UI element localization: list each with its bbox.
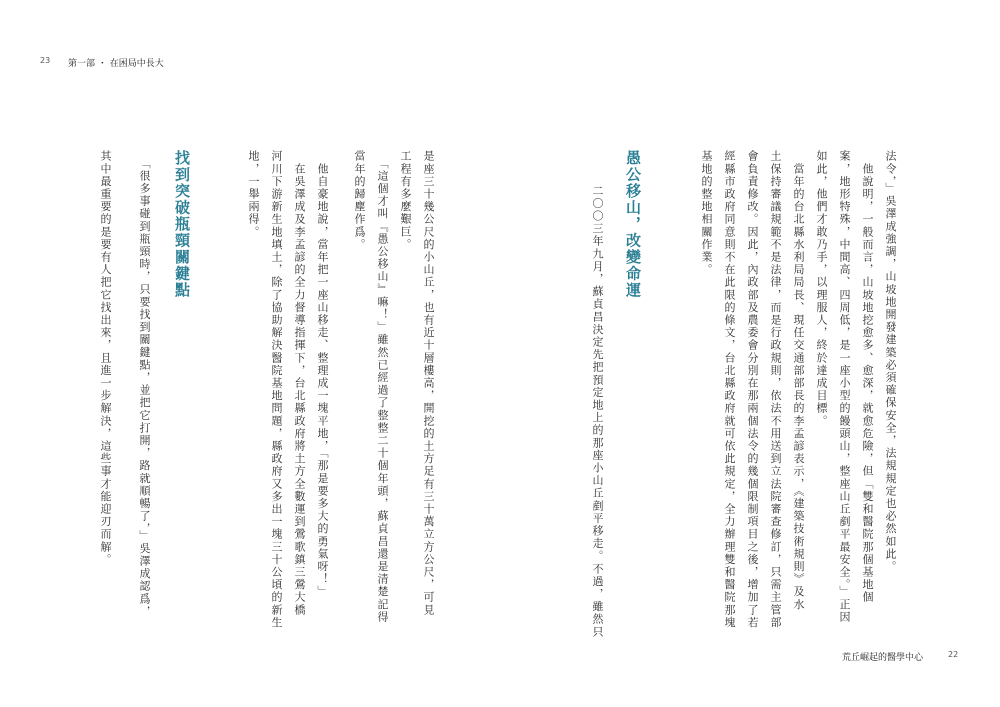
book-title-footer: 荒丘崛起的醫學中心 bbox=[842, 653, 924, 663]
text-column: 二〇〇三年九月，蘇貞昌決定先把預定地上的那座小山丘剷平移走。不過，雖然只 bbox=[591, 172, 604, 639]
text-column: 當年的歸塵作爲。 bbox=[353, 150, 366, 251]
text-column: 在吳澤成及李孟諺的全力督導指揮下，台北縣政府將土方全數運到鶯歌鎮三鶯大橋 bbox=[293, 150, 306, 617]
text-column: 「很多事碰到瓶頸時，只要找到關鍵點，並把它打開，路就順暢了，」吳澤成認爲， bbox=[138, 150, 151, 618]
text-column: 如此，他們才敢乃手，以理服人，終於達成目標。 bbox=[815, 150, 828, 428]
text-column: 土保持審議規範不是法律，而是行政規則，依法不用送到立法院審查修訂，只需主管部 bbox=[769, 150, 782, 629]
page-number-right: 22 bbox=[948, 650, 959, 659]
section-heading: 愚公移山，改變命運 bbox=[624, 150, 642, 299]
text-column: 地，一舉兩得。 bbox=[247, 150, 260, 239]
text-column: 經縣市政府同意則不在此限的條文，台北縣政府就可依此規定，全力辦理雙和醫院那塊 bbox=[723, 150, 736, 629]
text-column: 是座三十幾公尺的小山丘，也有近十層樓高，開挖的土方足有三十萬立方公尺，可見 bbox=[422, 150, 435, 617]
text-column: 會負責修改。因此，內政部及農委會分別在那兩個法令的幾個限制項目之後，增加了若 bbox=[746, 150, 759, 629]
text-column: 他說明，一般而言，山坡地挖愈多、愈深，就愈危險，但「雙和醫院那個基地個 bbox=[861, 150, 874, 604]
text-column: 工程有多麼艱巨。 bbox=[399, 150, 412, 251]
text-column: 基地的整地相關作業。 bbox=[700, 150, 713, 276]
section-heading: 找到突破瓶頸關鍵點 bbox=[173, 150, 191, 299]
text-column: 他自豪地說，當年把一座山移走、整理成一塊平地，「那是要多大的勇氣呀！」 bbox=[316, 150, 329, 599]
text-column: 當年的台北縣水利局局長、現任交通部部長的李孟諺表示，《建築技術規則》及水 bbox=[792, 150, 805, 611]
text-column: 法令，」吳澤成強調，山坡地開發建築必須確保安全，法規規定也必然如此。 bbox=[884, 150, 897, 573]
page-number-left: 23 bbox=[40, 56, 51, 65]
text-column: 河川下游新生地填土，除了協助解決醫院基地問題，縣政府又多出一塊三十公頃的新生 bbox=[270, 150, 283, 629]
text-column: 「這個才叫『愚公移山』嘛！」雖然已經過了整整二十個年頭，蘇貞昌還是清楚記得 bbox=[376, 150, 389, 624]
running-header: 第一部 ・ 在困局中長大 bbox=[68, 59, 164, 69]
text-column: 案，地形特殊，中間高、四周低，是一座小型的饅頭山，整座山丘剷平最安全。」正因 bbox=[838, 150, 851, 624]
text-column: 其中最重要的是要有人把它找出來，且進一步解決，這些事才能迎刃而解。 bbox=[99, 150, 112, 566]
